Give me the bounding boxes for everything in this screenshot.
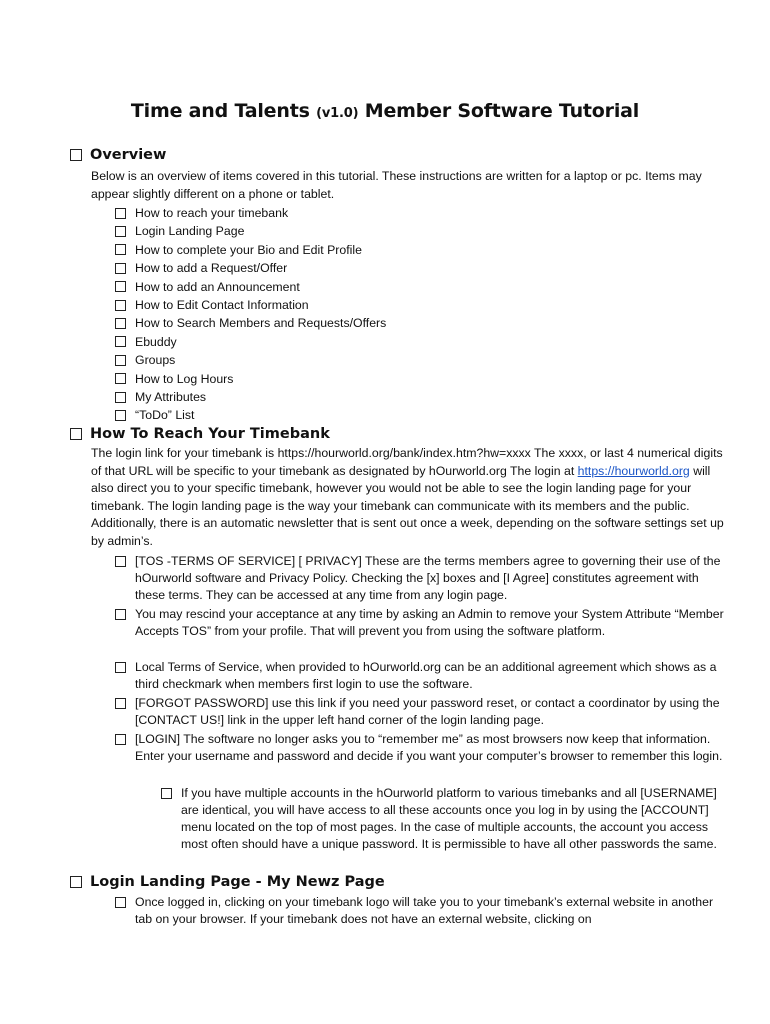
checkbox-icon [115, 897, 126, 908]
page-title [0, 100, 770, 122]
reach-text-1: The login link for your timebank is https://hourworld.org/bank/index.htm?hw=xxxx The xxxx, or last 4 numerical digits of that URL will be specific to your timebank as designated by hOurworld.org The login at [91, 446, 723, 478]
bullet-text: You may rescind your acceptance at any time by asking an Admin to remove your System Attribute “Member Accepts TOS” from your profile. That will prevent you from using the software platform. [135, 607, 724, 638]
overview-list [115, 204, 386, 425]
list-item-label: How to Search Members and Requests/Offers [135, 316, 387, 331]
list-item [115, 296, 386, 314]
checkbox-icon [115, 373, 126, 384]
list-item-label: How to add an Announcement [135, 279, 300, 294]
bullet-text: If you have multiple accounts in the hOurworld platform to various timebanks and all [USERNAME] are identical, you will have access to all these accounts once you log in by using the [ACCOUNT] menu located on the top of most pages. In the case of multiple accounts, the account you access most often should have a unique password. It is permissible to have all other passwords the same. [181, 786, 717, 851]
hourworld-link[interactable]: https://hourworld.org [577, 463, 690, 478]
overview-heading-text: Overview [90, 147, 167, 163]
list-item-label: “ToDo” List [135, 408, 195, 423]
list-item [115, 695, 730, 729]
list-item [115, 406, 386, 424]
list-item-label: How to Edit Contact Information [135, 297, 309, 312]
list-item-label: Ebuddy [135, 334, 177, 349]
list-item [115, 314, 386, 332]
checkbox-icon [115, 300, 126, 311]
reach-paragraph [91, 445, 731, 550]
checkbox-icon [70, 876, 82, 888]
title-main: Time and Talents [130, 100, 310, 122]
checkbox-icon [115, 609, 126, 620]
list-item-label: Groups [135, 353, 176, 368]
checkbox-icon [70, 428, 82, 440]
checkbox-icon [115, 208, 126, 219]
reach-heading-text: How To Reach Your Timebank [90, 426, 330, 442]
list-item [115, 731, 730, 765]
checkbox-icon [115, 318, 126, 329]
list-item [115, 204, 386, 222]
bullet-text: Local Terms of Service, when provided to hOurworld.org can be an additional agreement which shows as a third checkmark when members first login to use the software. [135, 660, 717, 691]
checkbox-icon [70, 149, 82, 161]
list-item [115, 333, 386, 351]
list-item [115, 241, 386, 259]
list-item [115, 351, 386, 369]
checkbox-icon [115, 734, 126, 745]
checkbox-icon [115, 392, 126, 403]
list-item-label: How to complete your Bio and Edit Profile [135, 242, 362, 257]
checkbox-icon [115, 336, 126, 347]
title-version: (v1.0) [316, 106, 359, 121]
overview-heading [70, 147, 166, 163]
checkbox-icon [115, 263, 126, 274]
landing-heading-text: Login Landing Page - My Newz Page [90, 874, 385, 890]
bullet-text: Once logged in, clicking on your timebank logo will take you to your timebank’s external website in another tab on your browser. If your timebank does not have an external website, clicking on [135, 895, 714, 926]
list-item [115, 553, 730, 604]
checkbox-icon [115, 355, 126, 366]
bullet-text: [FORGOT PASSWORD] use this link if you need your password reset, or contact a coordinator by using the [CONTACT US!] link in the upper left hand corner of the login landing page. [135, 696, 720, 727]
checkbox-icon [115, 698, 126, 709]
list-item [115, 370, 386, 388]
checkbox-icon [161, 788, 172, 799]
overview-intro: Below is an overview of items covered in this tutorial. These instructions are written for a laptop or pc. Items may appear slightly different on a phone or tablet. [91, 169, 702, 202]
checkbox-icon [115, 244, 126, 255]
list-item-label: My Attributes [135, 389, 207, 404]
list-item-label: How to add a Request/Offer [135, 261, 288, 276]
list-item [115, 606, 730, 640]
list-item [115, 259, 386, 277]
list-item-label: Login Landing Page [135, 224, 245, 239]
bullet-text: [LOGIN] The software no longer asks you to “remember me” as most browsers now keep that information. Enter your username and password and decide if you want your computer’s browser to remember this login. [135, 732, 723, 763]
list-item [115, 659, 730, 693]
reach-heading [70, 426, 330, 442]
reach-text-2: will also direct you to your specific timebank, however you would not be able to see the login landing page for your timebank. The login landing page is the way your timebank can communicate with its members and the public. Additionally, there is an automatic newsletter that is sent out once a week, depending on the software settings set up by admin’s. [91, 463, 724, 548]
list-item-label: How to Log Hours [135, 371, 234, 386]
checkbox-icon [115, 410, 126, 421]
checkbox-icon [115, 556, 126, 567]
title-rest: Member Software Tutorial [364, 100, 640, 122]
bullet-text: [TOS -TERMS OF SERVICE] [ PRIVACY] These are the terms members agree to governing their use of the hOurworld software and Privacy Policy. Checking the [x] boxes and [I Agree] constitutes agreement with these terms. They can be accessed at any time from any login page. [135, 554, 721, 602]
list-item [115, 222, 386, 240]
list-item [115, 388, 386, 406]
list-item [115, 894, 730, 928]
sub-list-item [161, 785, 736, 853]
checkbox-icon [115, 662, 126, 673]
list-item-label: How to reach your timebank [135, 206, 289, 220]
checkbox-icon [115, 281, 126, 292]
list-item [115, 278, 386, 296]
checkbox-icon [115, 226, 126, 237]
landing-heading [70, 874, 385, 890]
